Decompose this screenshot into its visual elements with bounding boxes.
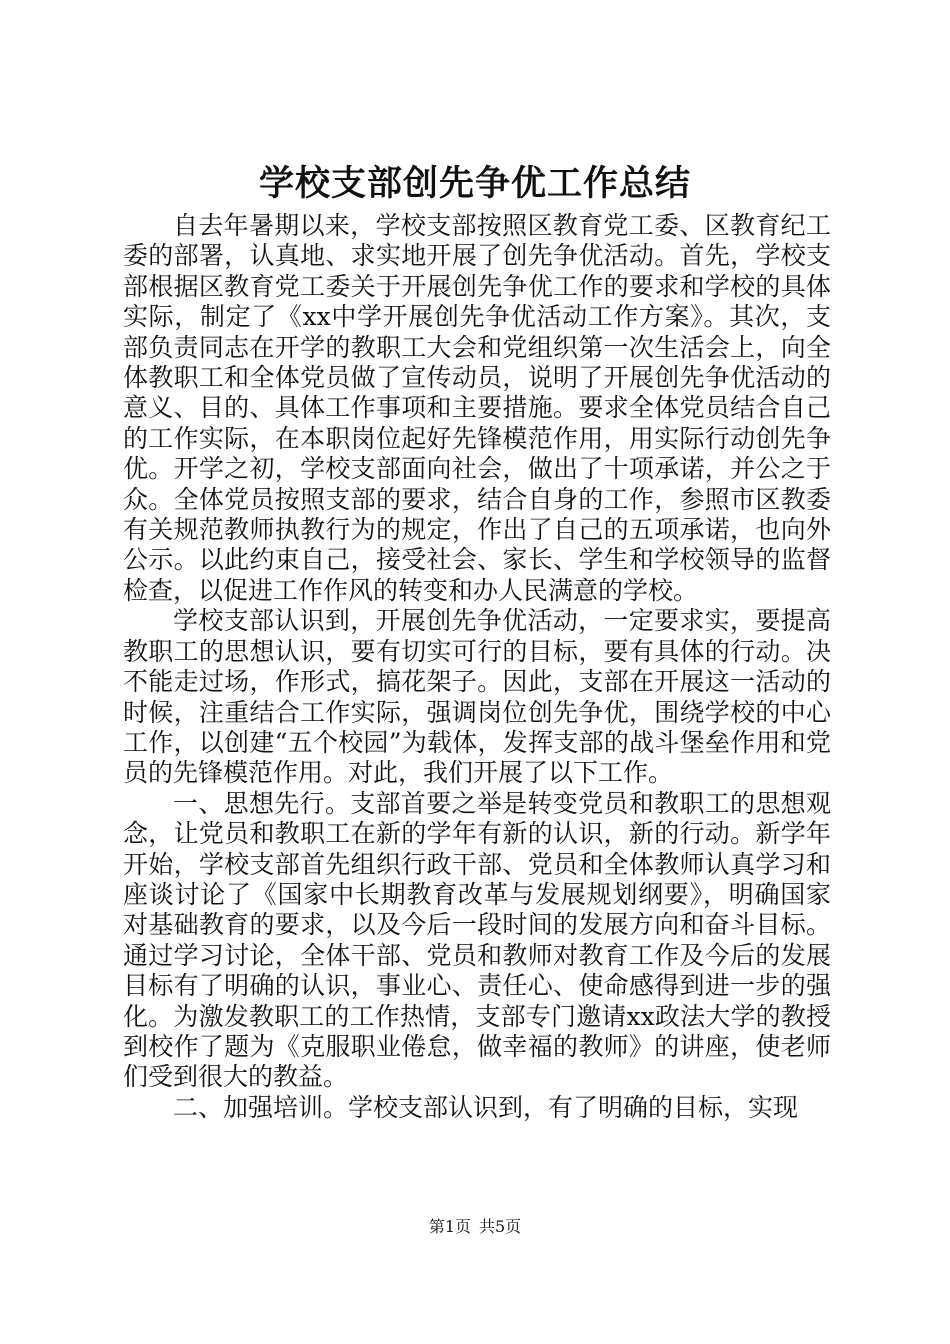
page-total: 共5页 <box>479 1217 522 1236</box>
paragraph-understanding: 学校支部认识到，开展创先争优活动，一定要求实，要提高教职工的思想认识，要有切实可行的目标，要有具体的行动。决不能走过场，作形式，搞花架子。因此，支部在开展这一活动的时候，注重结合工作实际，强调岗位创先争优，围绕学校的中心工作，以创建“五个校园”为载体，发挥支部的战斗堡垒作用和党员的先锋模范作用。对此，我们开展了以下工作。 <box>123 606 831 788</box>
paragraph-thought-first: 一、思想先行。支部首要之举是转变党员和教职工的思想观念，让党员和教职工在新的学年有新的认识，新的行动。新学年开始，学校支部首先组织行政干部、党员和全体教师认真学习和座谈讨论了《国家中长期教育改革与发展规划纲要》，明确国家对基础教育的要求，以及今后一段时间的发展方向和奋斗目标。通过学习讨论，全体干部、党员和教师对教育工作及今后的发展目标有了明确的认识，事业心、责任心、使命感得到进一步的强化。为激发教职工的工作热情，支部专门邀请xx政法大学的教授到校作了题为《克服职业倦怠，做幸福的教师》的讲座，使老师们受到很大的教益。 <box>123 788 831 1092</box>
paragraph-training: 二、加强培训。学校支部认识到，有了明确的目标，实现 <box>173 1092 799 1122</box>
page-number: 第1页 <box>428 1217 471 1236</box>
document-title: 学校支部创先争优工作总结 <box>258 163 691 204</box>
document-body <box>123 211 831 1123</box>
paragraph-intro: 自去年暑期以来，学校支部按照区教育党工委、区教育纪工委的部署，认真地、求实地开展了创先争优活动。首先，学校支部根据区教育党工委关于开展创先争优工作的要求和学校的具体实际，制定了《xx中学开展创先争优活动工作方案》。其次，支部负责同志在开学的教职工大会和党组织第一次生活会上，向全体教职工和全体党员做了宣传动员，说明了开展创先争优活动的意义、目的、具体工作事项和主要措施。要求全体党员结合自己的工作实际，在本职岗位起好先锋模范作用，用实际行动创先争优。开学之初，学校支部面向社会，做出了十项承诺，并公之于众。全体党员按照支部的要求，结合自身的工作，参照市区教委有关规范教师执教行为的规定，作出了自己的五项承诺，也向外公示。以此约束自己，接受社会、家长、学生和学校领导的监督检查，以促进工作作风的转变和办人民满意的学校。 <box>123 211 831 605</box>
page-footer <box>0 1217 950 1237</box>
